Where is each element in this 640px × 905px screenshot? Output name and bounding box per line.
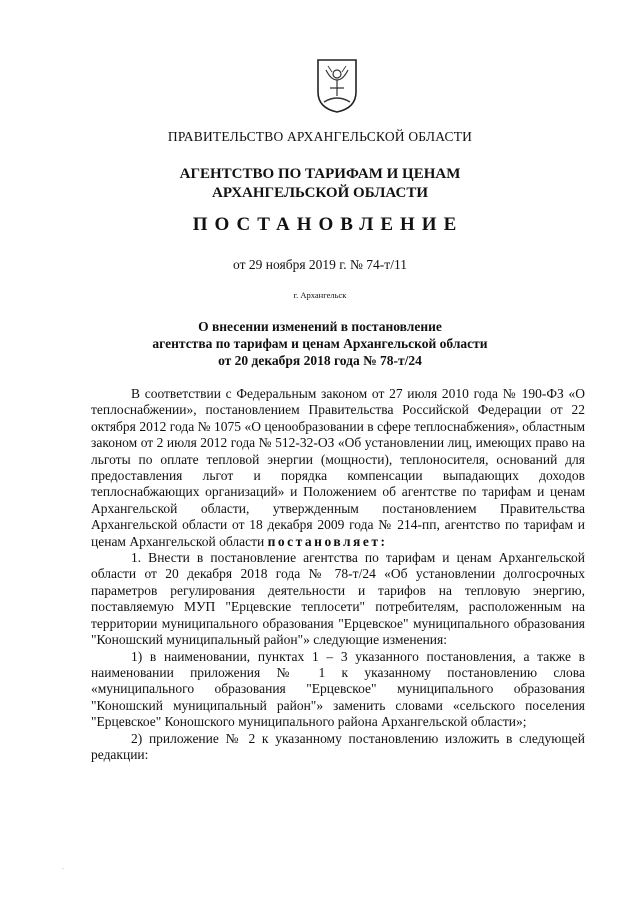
- preamble-paragraph: [91, 386, 585, 550]
- subject-line-1: О внесении изменений в постановление: [198, 319, 442, 334]
- item-1-2: 2) приложение № 2 к указанному постановлению изложить в следующей редакции:: [91, 730, 585, 762]
- government-name: ПРАВИТЕЛЬСТВО АРХАНГЕЛЬСКОЙ ОБЛАСТИ: [167, 129, 473, 144]
- decree-word: постановляет:: [267, 533, 388, 549]
- agency-line-2: АРХАНГЕЛЬСКОЙ ОБЛАСТИ: [212, 185, 428, 201]
- date-number: от 29 ноября 2019 г. № 74-т/11: [233, 257, 407, 272]
- item-1-1: 1) в наименовании, пунктах 1 – 3 указанного постановления, а также в наименовании приложения № 1 к указанному постановлению слова «муниципального образования "Ерцевское" муниципального образования "Коношский муниципальный район"» заменить словами «сельского поселения "Ерцевское" Коношского муниципального района Архангельской области»;: [91, 648, 585, 730]
- subject-line-2: агентства по тарифам и ценам Архангельской области: [152, 336, 488, 351]
- subject-line-3: от 20 декабря 2018 года № 78-т/24: [218, 353, 422, 368]
- document-title: ПОСТАНОВЛЕНИЕ: [192, 214, 464, 235]
- subject-heading: [0, 318, 640, 369]
- document-body: [91, 386, 585, 763]
- preamble-text: В соответствии с Федеральным законом от 27 июля 2010 года № 190-ФЗ «О теплоснабжении», постановлением Правительства Российской Федерации от 22 октября 2012 года № 1075 «О ценообразовании в сфере теплоснабжения», областным законом от 2 июля 2012 года № 512-32-ОЗ «Об установлении лиц, имеющих право на льготы по оплате тепловой энергии (мощности), теплоносителя, оснований для предоставления льгот и порядка компенсации выпадающих доходов теплоснабжающих организаций» и Положением об агентстве по тарифам и ценам Архангельской области, утвержденным постановлением Правительства Архангельской области от 18 декабря 2009 года № 214-пп, агентство по тарифам и ценам Архангельской области: [91, 386, 585, 549]
- page-mark: .: [62, 862, 64, 871]
- item-1: 1. Внести в постановление агентства по тарифам и ценам Архангельской области от 20 декабря 2018 года № 78-т/24 «Об установлении долгосрочных параметров регулирования деятельности и тарифов на тепловую энергию, поставляемую МУП "Ерцевские теплосети" потребителям, расположенным на территории муниципального образования "Ерцевское" муниципального образования "Коношский муниципальный район"» следующие изменения:: [91, 550, 585, 648]
- city: г. Архангельск: [293, 290, 347, 300]
- coat-of-arms-icon: [316, 58, 358, 114]
- agency-name: [0, 165, 640, 203]
- agency-line-1: АГЕНТСТВО ПО ТАРИФАМ И ЦЕНАМ: [179, 166, 461, 182]
